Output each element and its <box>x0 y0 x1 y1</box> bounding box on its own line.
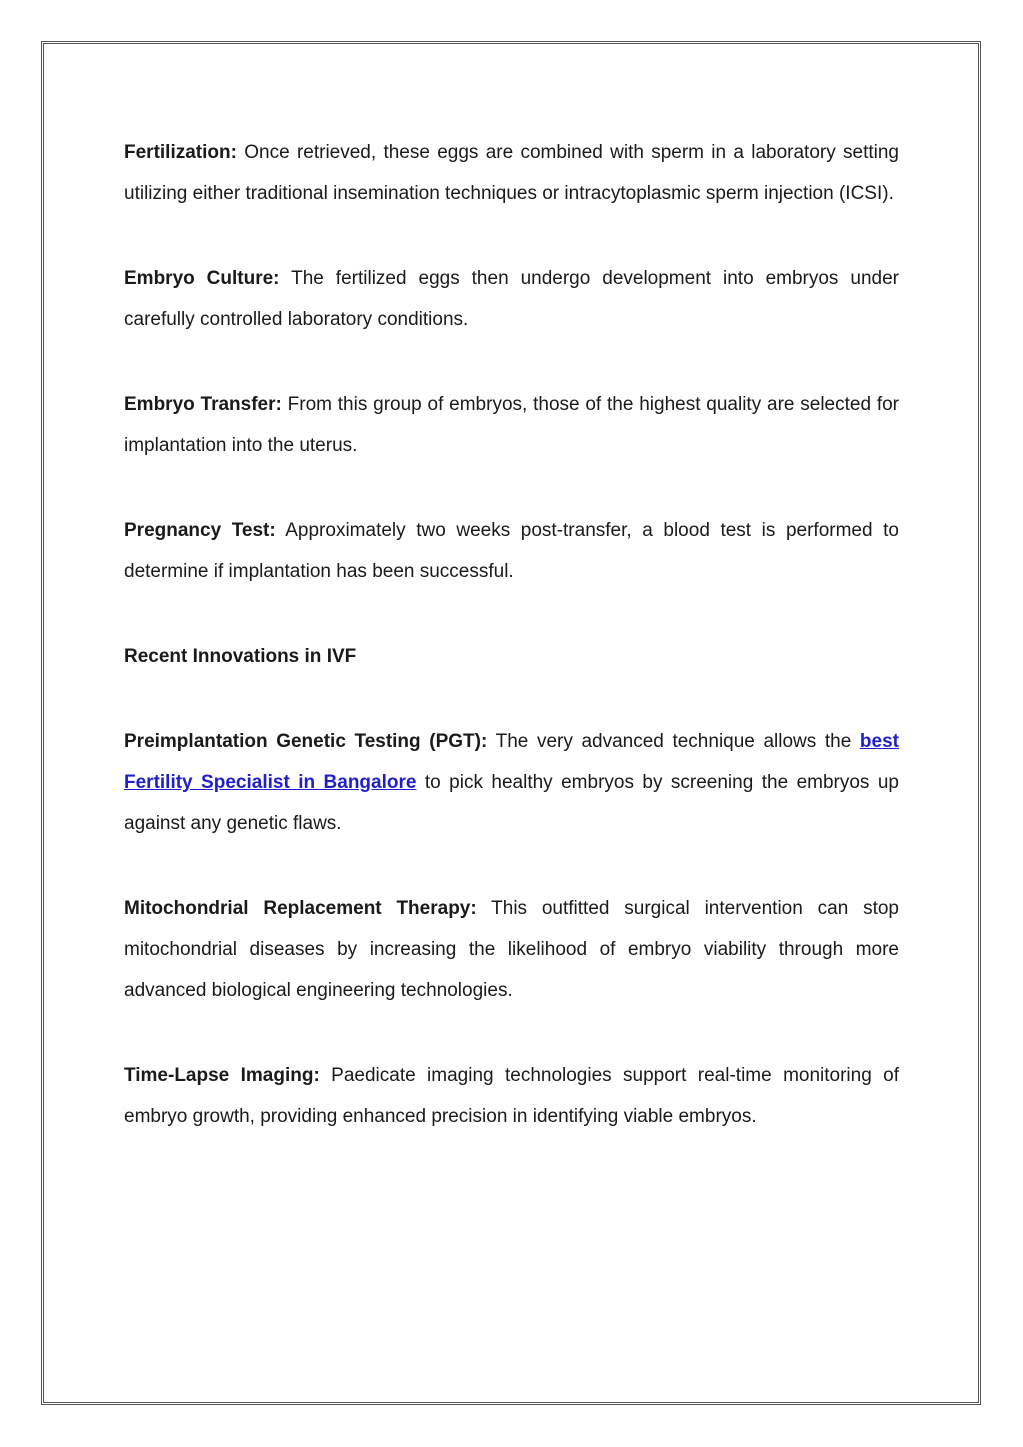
text-fertilization: Once retrieved, these eggs are combined with sperm in a laboratory setting utilizing either traditional insemination techniques or intracytoplasmic sperm injection (ICSI). <box>124 142 899 204</box>
text-embryo-culture: The fertilized eggs then undergo development into embryos under carefully controlled laboratory conditions. <box>124 268 899 330</box>
term-time-lapse: Time-Lapse Imaging: <box>124 1065 320 1086</box>
term-embryo-transfer: Embryo Transfer: <box>124 394 282 415</box>
text-embryo-transfer: From this group of embryos, those of the highest quality are selected for implantation into the uterus. <box>124 394 899 456</box>
term-mitochondrial: Mitochondrial Replacement Therapy: <box>124 898 477 919</box>
paragraph-pgt <box>124 721 899 844</box>
paragraph-mitochondrial <box>124 888 899 1011</box>
term-pregnancy-test: Pregnancy Test: <box>124 520 276 541</box>
document-body <box>124 132 899 1137</box>
term-fertilization: Fertilization: <box>124 142 237 163</box>
text-pregnancy-test: Approximately two weeks post-transfer, a blood test is performed to determine if implantation has been successful. <box>124 520 899 582</box>
section-heading: Recent Innovations in IVF <box>124 646 357 667</box>
paragraph-embryo-culture <box>124 258 899 340</box>
fertility-specialist-link[interactable]: best Fertility Specialist in Bangalore <box>124 731 899 793</box>
text-time-lapse: Paedicate imaging technologies support real-time monitoring of embryo growth, providing enhanced precision in identifying viable embryos. <box>124 1065 899 1127</box>
text-pgt-before: The very advanced technique allows the <box>487 731 860 752</box>
text-mitochondrial: This outfitted surgical intervention can stop mitochondrial diseases by increasing the likelihood of embryo viability through more advanced biological engineering technologies. <box>124 898 899 1001</box>
term-embryo-culture: Embryo Culture: <box>124 268 280 289</box>
text-pgt-after: to pick healthy embryos by screening the embryos up against any genetic flaws. <box>124 772 899 834</box>
paragraph-pregnancy-test <box>124 510 899 592</box>
term-pgt: Preimplantation Genetic Testing (PGT): <box>124 731 488 752</box>
paragraph-time-lapse <box>124 1055 899 1137</box>
paragraph-embryo-transfer <box>124 384 899 466</box>
paragraph-fertilization <box>124 132 899 214</box>
